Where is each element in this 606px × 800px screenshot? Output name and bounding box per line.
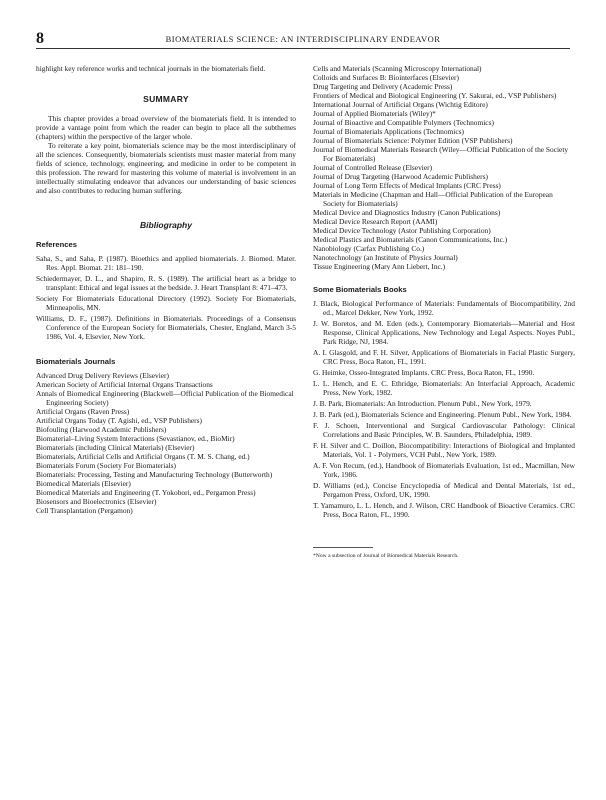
page-number: 8 — [36, 30, 44, 47]
journal-item: International Journal of Artificial Organs (Wichtig Editore) — [313, 100, 488, 109]
book-item: D. Williams (ed.), Concise Encyclopedia of Medical and Dental Materials, 1st ed., Pergamon Press, Oxford, UK, 1990. — [313, 481, 575, 499]
journal-item: Frontiers of Medical and Biological Engineering (Y. Sakurai, ed., VSP Publishers) — [313, 91, 557, 100]
left-column — [36, 64, 296, 515]
book-item: J. B. Park, Biomaterials: An Introduction. Plenum Publ., New York, 1979. — [313, 399, 532, 408]
journal-item: Journal of Drug Targeting (Harwood Academic Publishers) — [313, 172, 488, 181]
book-item: F. H. Silver and C. Doillon, Biocompatibility: Interactions of Biological and Implanted Materials, Vol. 1 - Polymers, VCH Publ., New York, 1989. — [313, 441, 575, 459]
book-item: A. I. Glasgold, and F. H. Silver, Applications of Biomaterials in Facial Plastic Surgery, CRC Press, Boca Raton, FL, 1991. — [313, 348, 575, 366]
journal-item: Artificial Organs (Raven Press) — [36, 407, 130, 416]
journal-item: Medical Device Research Report (AAMI) — [313, 217, 438, 226]
book-item: A. F. Von Recum, (ed.), Handbook of Biomaterials Evaluation, 1st ed., Macmillan, New York, 1986. — [313, 461, 575, 479]
journal-item: Biomedical Materials and Engineering (T. Yokobori, ed., Pergamon Press) — [36, 488, 256, 497]
book-item: J. W. Boretos, and M. Eden (eds.), Contemporary Biomaterials—Material and Host Response, Clinical Applications, New Technology and Legal Aspects. Noyes Publ., Park Ridge, NJ, 1984. — [313, 319, 575, 346]
journal-item: Annals of Biomedical Engineering (Blackwell—Official Publication of the Biomedical Engineering Society) — [36, 389, 294, 407]
journal-item: Drug Targeting and Delivery (Academic Press) — [313, 82, 453, 91]
journal-item: Cell Transplantation (Pergamon) — [36, 506, 133, 515]
journal-item: Nanobiology (Carfax Publishing Co.) — [313, 244, 425, 253]
journal-item: Journal of Biomaterials Science: Polymer Edition (VSP Publishers) — [313, 136, 513, 145]
footnote-rule — [313, 547, 373, 548]
book-item: F. J. Schoen, Interventional and Surgical Cardiovascular Pathology: Clinical Correlations and Basic Principles, W. B. Saunders, Philadelphia, 1989. — [313, 421, 575, 439]
summary-paragraph-1: This chapter provides a broad overview of the biomaterials field. It is intended to provide a vantage point from which the reader can begin to place all the subthemes (chapters) within the perspective of the larger whole. — [36, 114, 296, 141]
bibliography-heading: Bibliography — [140, 220, 192, 230]
journal-item: Biofouling (Harwood Academic Publishers) — [36, 425, 167, 434]
book-item: J. Black, Biological Performance of Materials: Fundamentals of Biocompatibility, 2nd ed., Marcel Dekker, New York, 1992. — [313, 299, 575, 317]
reference-item: Saha, S., and Saha, P. (1987). Bioethics and applied biomaterials. J. Biomed. Mater. Res. Appl. Biomat. 21: 181–190. — [36, 254, 296, 272]
journal-item: Biomaterials: Processing, Testing and Manufacturing Technology (Butterworth) — [36, 470, 273, 479]
journals-heading: Biomaterials Journals — [36, 357, 116, 366]
journal-item: Medical Device and Diagnostics Industry (Canon Publications) — [313, 208, 501, 217]
references-list — [36, 254, 296, 341]
journal-item: Materials in Medicine (Chapman and Hall—Official Publication of the European Society for Biomaterials) — [313, 190, 553, 208]
journal-item: Journal of Biomaterials Applications (Technomics) — [313, 127, 464, 136]
journal-item: Journal of Controlled Release (Elsevier) — [313, 163, 433, 172]
journal-item: Cells and Materials (Scanning Microscopy International) — [313, 64, 482, 73]
journal-item: Journal of Biomedical Materials Research (Wiley—Official Publication of the Society For Biomaterials) — [313, 145, 569, 163]
header-rule — [36, 48, 570, 49]
intro-paragraph: highlight key reference works and technical journals in the biomaterials field. — [36, 64, 266, 73]
journal-item: Biomedical Materials (Elsevier) — [36, 479, 131, 488]
journals-list — [36, 371, 296, 515]
journal-item: Journal of Applied Biomaterials (Wiley)* — [313, 109, 436, 118]
journal-item: Biomaterials Forum (Society For Biomaterials) — [36, 461, 176, 470]
footnote: *Now a subsection of Journal of Biomedical Materials Research. — [313, 553, 459, 559]
journal-item: Journal of Long Term Effects of Medical Implants (CRC Press) — [313, 181, 501, 190]
page-header — [36, 28, 570, 48]
journal-item: Advanced Drug Delivery Reviews (Elsevier) — [36, 371, 169, 380]
summary-heading: SUMMARY — [143, 94, 189, 104]
journal-item: Medical Plastics and Biomaterials (Canon Communications, Inc.) — [313, 235, 508, 244]
reference-item: Williams, D. F., (1987). Definitions in Biomaterials. Proceedings of a Consensus Conference of the European Society for Biomaterials, Chester, England, March 3-5 1986, Vol. 4, Elsevier, New York. — [36, 314, 296, 341]
book-item: G. Heimke, Osseo-Integrated Implants. CRC Press, Boca Raton, FL, 1990. — [313, 368, 535, 377]
references-heading: References — [36, 240, 77, 249]
reference-item: Schiedermayer, D. L., and Shapiro, R. S. (1989). The artificial heart as a bridge to transplant: Ethical and legal issues at the bedside. J. Heart Transplant 8: 471–473. — [36, 274, 296, 292]
right-column — [313, 64, 575, 561]
book-item: J. B. Park (ed.), Biomaterials Science and Engineering. Plenum Publ., New York, 1984. — [313, 410, 572, 419]
books-list — [313, 299, 575, 519]
journal-item: Biosensors and Bioelectronics (Elsevier) — [36, 497, 157, 506]
reference-item: Society For Biomaterials Educational Directory (1992). Society For Biomaterials, Minneapolis, MN. — [36, 294, 296, 312]
running-title: BIOMATERIALS SCIENCE: AN INTERDISCIPLINARY ENDEAVOR — [165, 34, 441, 44]
journal-item: Colloids and Surfaces B: Biointerfaces (Elsevier) — [313, 73, 459, 82]
journal-item: Tissue Engineering (Mary Ann Liebert, Inc.) — [313, 262, 446, 271]
summary-paragraph-2: To reiterate a key point, biomaterials science may be the most interdisciplinary of all the sciences. Consequently, biomaterials scientists must master material from many fields of science, technology, engineering, and medicine in order to be competent in this profession. The reward for mastering this volume of material is involvement in an intellectually stimulating endeavor that advances our understanding of basic sciences and also contributes to reducing human suffering. — [36, 141, 296, 195]
journal-item: American Society of Artificial Internal Organs Transactions — [36, 380, 213, 389]
journal-item: Biomaterials (including Clinical Materials) (Elsevier) — [36, 443, 195, 452]
journal-item: Biomaterials, Artificial Cells and Artificial Organs (T. M. S. Chang, ed.) — [36, 452, 250, 461]
book-item: L. L. Hench, and E. C. Ethridge, Biomaterials: An Interfacial Approach, Academic Press, New York, 1982. — [313, 379, 575, 397]
journal-item: Medical Device Technology (Astor Publishing Corporation) — [313, 226, 491, 235]
journal-item: Journal of Bioactive and Compatible Polymers (Technomics) — [313, 118, 494, 127]
book-item: T. Yamamuro, L. L. Hench, and J. Wilson, CRC Handbook of Bioactive Ceramics. CRC Press, Boca Raton, FL, 1990. — [313, 501, 575, 519]
books-heading: Some Biomaterials Books — [313, 285, 407, 294]
journals-list-continued — [313, 64, 575, 271]
journal-item: Artificial Organs Today (T. Agishi, ed., VSP Publishers) — [36, 416, 202, 425]
journal-item: Biomaterial–Living System Interactions (Sevastianov, ed., BioMir) — [36, 434, 235, 443]
journal-item: Nanotechnology (an Institute of Physics Journal) — [313, 253, 458, 262]
